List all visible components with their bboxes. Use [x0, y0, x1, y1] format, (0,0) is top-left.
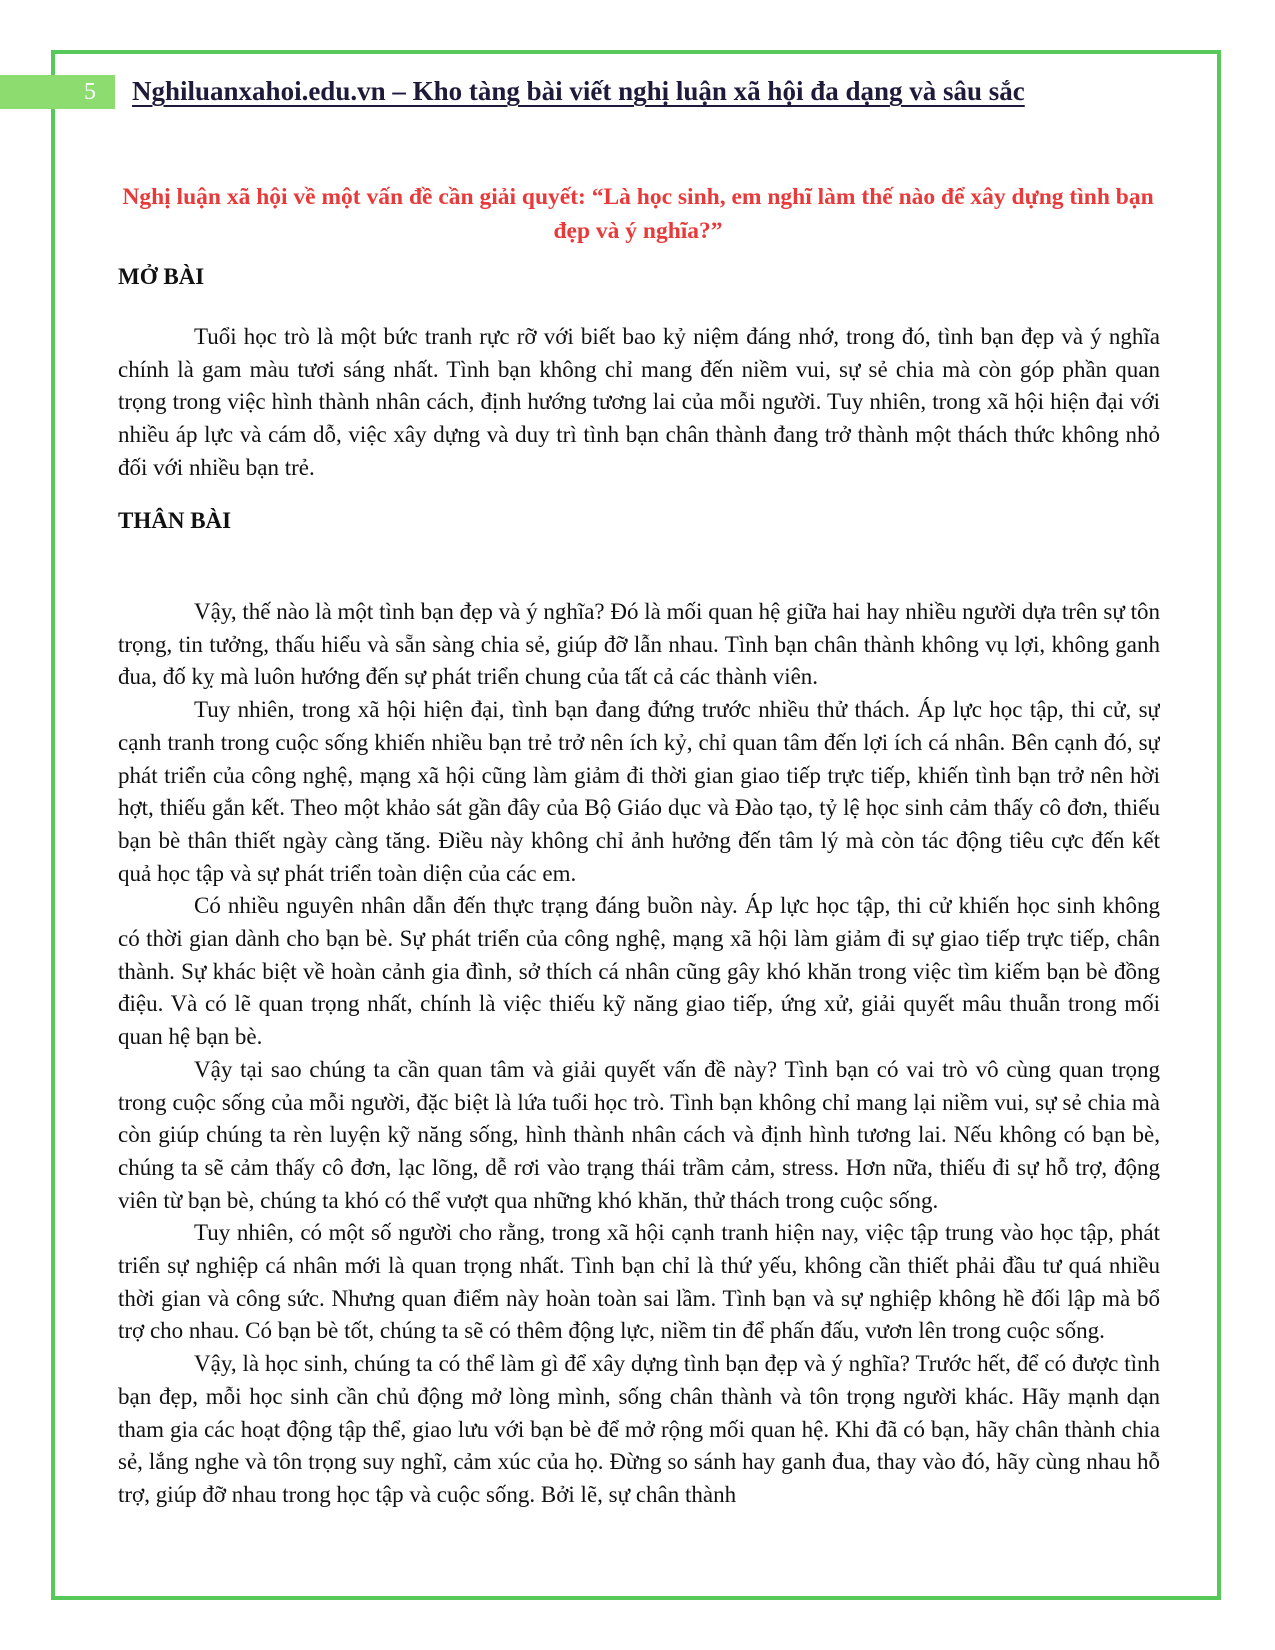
page-number: 5: [84, 79, 96, 105]
site-header-link[interactable]: Nghiluanxahoi.edu.vn – Kho tàng bài viết nghị luận xã hội đa dạng và sâu sắc: [132, 76, 1025, 106]
body-paragraph: Tuy nhiên, trong xã hội hiện đại, tình bạn đang đứng trước nhiều thử thách. Áp lực học tập, thi cử, sự cạnh tranh trong cuộc sống khiến nhiều bạn trẻ trở nên ích kỷ, chỉ quan tâm đến lợi ích cá nhân. Bên cạnh đó, sự phát triển của công nghệ, mạng xã hội cũng làm giảm đi thời gian giao tiếp trực tiếp, khiến tình bạn trở nên hời hợt, thiếu gắn kết. Theo một khảo sát gần đây của Bộ Giáo dục và Đào tạo, tỷ lệ học sinh cảm thấy cô đơn, thiếu bạn bè thân thiết ngày càng tăng. Điều này không chỉ ảnh hưởng đến tâm lý mà còn tác động tiêu cực đến kết quả học tập và sự phát triển toàn diện của các em.: [118, 697, 1160, 886]
document-title: Nghị luận xã hội về một vấn đề cần giải quyết: “Là học sinh, em nghĩ làm thế nào để xây dựng tình bạn đẹp và ý nghĩa?”: [122, 184, 1154, 244]
body-section: [118, 596, 1160, 1581]
body-heading: THÂN BÀI: [118, 508, 232, 533]
body-paragraph: Vậy, thế nào là một tình bạn đẹp và ý nghĩa? Đó là mối quan hệ giữa hai hay nhiều người dựa trên sự tôn trọng, tin tưởng, thấu hiểu và sẵn sàng chia sẻ, giúp đỡ lẫn nhau. Tình bạn chân thành không vụ lợi, không ganh đua, đố kỵ mà luôn hướng đến sự phát triển chung của tất cả các thành viên.: [118, 599, 1160, 690]
page-number-tab: [0, 75, 115, 109]
intro-heading: MỞ BÀI: [118, 264, 205, 289]
body-paragraph: Tuy nhiên, có một số người cho rằng, trong xã hội cạnh tranh hiện nay, việc tập trung vào học tập, phát triển sự nghiệp cá nhân mới là quan trọng nhất. Tình bạn chỉ là thứ yếu, không cần thiết phải đầu tư quá nhiều thời gian và công sức. Nhưng quan điểm này hoàn toàn sai lầm. Tình bạn và sự nghiệp không hề đối lập mà bổ trợ cho nhau. Có bạn bè tốt, chúng ta sẽ có thêm động lực, niềm tin để phấn đấu, vươn lên trong cuộc sống.: [118, 1220, 1160, 1344]
intro-paragraph: Tuổi học trò là một bức tranh rực rỡ với biết bao kỷ niệm đáng nhớ, trong đó, tình bạn đẹp và ý nghĩa chính là gam màu tươi sáng nhất. Tình bạn không chỉ mang đến niềm vui, sự sẻ chia mà còn góp phần quan trọng trong việc hình thành nhân cách, định hướng tương lai của mỗi người. Tuy nhiên, trong xã hội hiện đại với nhiều áp lực và cám dỗ, việc xây dựng và duy trì tình bạn chân thành đang trở thành một thách thức không nhỏ đối với nhiều bạn trẻ.: [118, 324, 1160, 480]
body-paragraph: Vậy tại sao chúng ta cần quan tâm và giải quyết vấn đề này? Tình bạn có vai trò vô cùng quan trọng trong cuộc sống của mỗi người, đặc biệt là lứa tuổi học trò. Tình bạn không chỉ mang lại niềm vui, sự sẻ chia mà còn giúp chúng ta rèn luyện kỹ năng sống, hình thành nhân cách và định hình tương lai. Nếu không có bạn bè, chúng ta sẽ cảm thấy cô đơn, lạc lõng, dễ rơi vào trạng thái trầm cảm, stress. Hơn nữa, thiếu đi sự hỗ trợ, động viên từ bạn bè, chúng ta khó có thể vượt qua những khó khăn, thử thách trong cuộc sống.: [118, 1056, 1160, 1213]
body-paragraph: Vậy, là học sinh, chúng ta có thể làm gì để xây dựng tình bạn đẹp và ý nghĩa? Trước hết, để có được tình bạn đẹp, mỗi học sinh cần chủ động mở lòng mình, sống chân thành và tôn trọng người khác. Hãy mạnh dạn tham gia các hoạt động tập thể, giao lưu với bạn bè để mở rộng mối quan hệ. Khi đã có bạn, hãy chân thành chia sẻ, lắng nghe và tôn trọng suy nghĩ, cảm xúc của họ. Đừng so sánh hay ganh đua, thay vào đó, hãy cùng nhau hỗ trợ, giúp đỡ nhau trong học tập và cuộc sống. Bởi lẽ, sự chân thành: [118, 1351, 1160, 1507]
body-paragraph: Có nhiều nguyên nhân dẫn đến thực trạng đáng buồn này. Áp lực học tập, thi cử khiến học sinh không có thời gian dành cho bạn bè. Sự phát triển của công nghệ, mạng xã hội làm giảm đi sự giao tiếp trực tiếp, chân thành. Sự khác biệt về hoàn cảnh gia đình, sở thích cá nhân cũng gây khó khăn trong việc tìm kiếm bạn bè đồng điệu. Và có lẽ quan trọng nhất, chính là việc thiếu kỹ năng giao tiếp, ứng xử, giải quyết mâu thuẫn trong mối quan hệ bạn bè.: [118, 893, 1160, 1050]
